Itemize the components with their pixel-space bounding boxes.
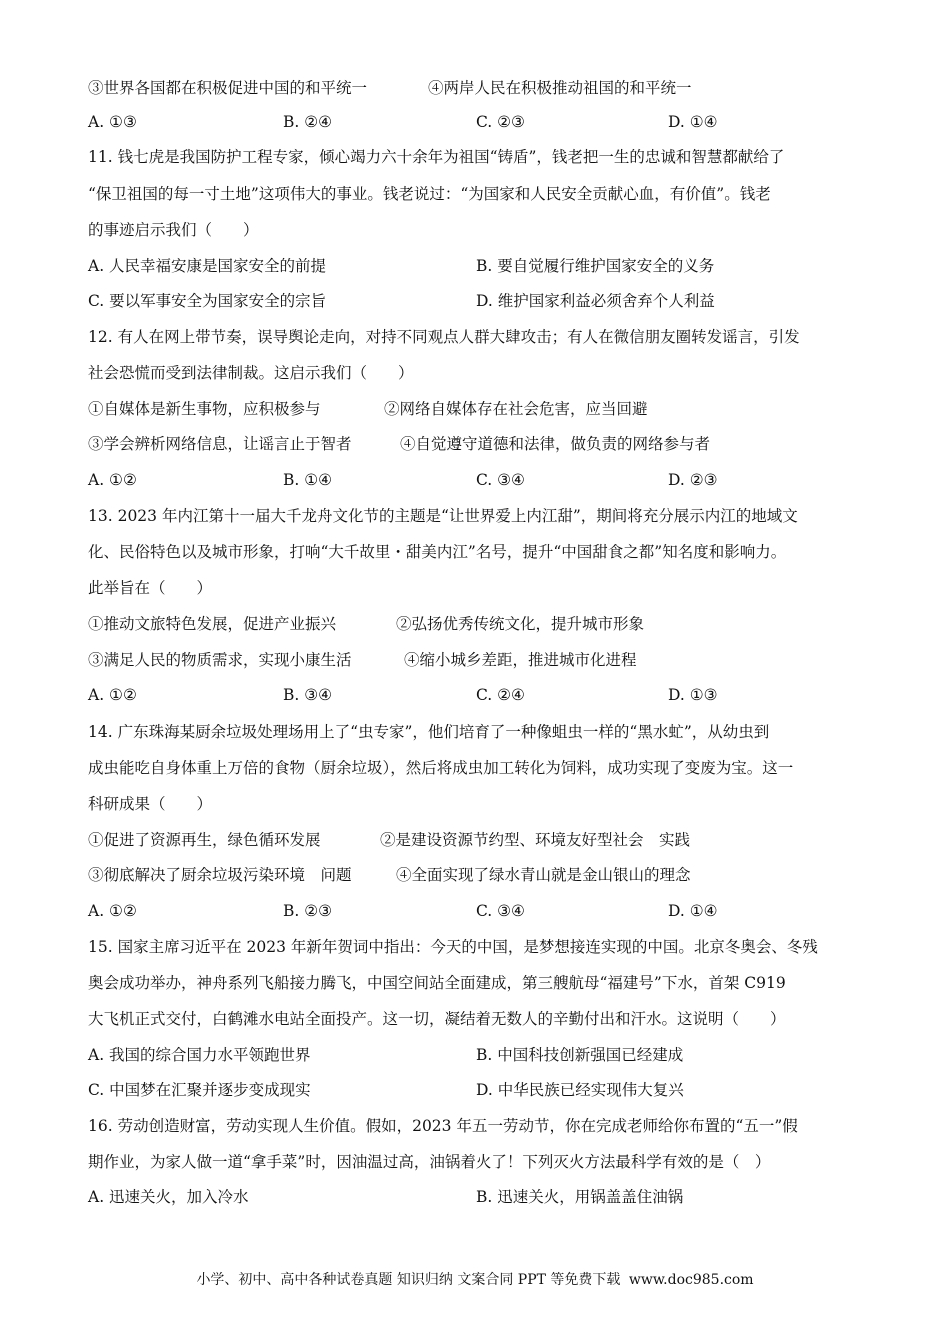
statement: ④缩小城乡差距，推进城市化进程 — [404, 651, 637, 669]
option-row — [88, 1045, 868, 1065]
option-row — [88, 1187, 868, 1207]
question-13-text: 13. 2023 年内江第十一届大千龙舟文化节的主题是“让世界爱上内江甜”，期间将充分展示内江的地域文 — [88, 507, 798, 525]
option-d[interactable]: D. ①④ — [668, 113, 718, 131]
footer-text: 小学、初中、高中各种试卷真题 知识归纳 文案合同 PPT 等免费下载 — [196, 1272, 621, 1288]
option-d[interactable]: D. ①③ — [668, 686, 718, 704]
statement-row — [88, 399, 868, 419]
option-row — [88, 256, 868, 276]
option-row — [88, 901, 868, 921]
footer-link[interactable]: www.doc985.com — [628, 1272, 754, 1288]
option-row — [88, 685, 868, 705]
option-row — [88, 470, 868, 490]
option-a[interactable]: A. 迅速关火，加入冷水 — [88, 1188, 249, 1206]
option-b[interactable]: B. 要自觉履行维护国家安全的义务 — [476, 257, 715, 275]
statement: ①自媒体是新生事物，应积极参与 — [88, 400, 321, 418]
question-14-text: 科研成果（ ） — [88, 795, 213, 813]
statement-row — [88, 865, 868, 885]
question-15-text: 大飞机正式交付，白鹤滩水电站全面投产。这一切，凝结着无数人的辛勤付出和汗水。这说明（ ） — [88, 1010, 786, 1028]
question-11-text: 11. 钱七虎是我国防护工程专家，倾心竭力六十余年为祖国“铸盾”，钱老把一生的忠诚和智慧都献给了 — [88, 148, 785, 166]
question-12-text: 社会恐慌而受到法律制裁。这启示我们（ ） — [88, 364, 414, 382]
statement: ②是建设资源节约型、环境友好型社会 实践 — [380, 831, 691, 849]
statement: ①推动文旅特色发展，促进产业振兴 — [88, 615, 337, 633]
option-b[interactable]: B. ②③ — [283, 902, 333, 920]
statement-row — [88, 650, 868, 670]
statement: ②网络自媒体存在社会危害，应当回避 — [384, 400, 648, 418]
question-14-text: 成虫能吃自身体重上万倍的食物（厨余垃圾），然后将成虫加工转化为饲料，成功实现了变废为宝。这一 — [88, 759, 794, 777]
option-a[interactable]: A. ①② — [88, 686, 137, 704]
option-d[interactable]: D. ①④ — [668, 902, 718, 920]
option-b[interactable]: B. ①④ — [283, 471, 333, 489]
option-a[interactable]: A. ①② — [88, 902, 137, 920]
question-16-text: 期作业，为家人做一道“拿手菜”时，因油温过高，油锅着火了！下列灭火方法最科学有效的是（ ） — [88, 1153, 771, 1171]
question-13-text: 此举旨在（ ） — [88, 579, 213, 597]
option-a[interactable]: A. 我国的综合国力水平领跑世界 — [88, 1046, 311, 1064]
option-b[interactable]: B. 中国科技创新强国已经建成 — [476, 1046, 684, 1064]
statement-row — [88, 614, 868, 634]
statement: ③满足人民的物质需求，实现小康生活 — [88, 651, 352, 669]
option-c[interactable]: C. 中国梦在汇聚并逐步变成现实 — [88, 1081, 311, 1099]
option-a[interactable]: A. ①③ — [88, 113, 137, 131]
option-c[interactable]: C. 要以军事安全为国家安全的宗旨 — [88, 292, 327, 310]
option-c[interactable]: C. ②③ — [476, 113, 525, 131]
option-d[interactable]: D. ②③ — [668, 471, 718, 489]
statement-row — [88, 830, 868, 850]
statement-row — [88, 434, 868, 454]
option-d[interactable]: D. 维护国家利益必须舍弃个人利益 — [476, 292, 715, 310]
option-b[interactable]: B. ③④ — [283, 686, 333, 704]
question-11-text: 的事迹启示我们（ ） — [88, 221, 259, 239]
statement: ④两岸人民在积极推动祖国的和平统一 — [428, 79, 692, 97]
statement: ③世界各国都在积极促进中国的和平统一 — [88, 79, 368, 97]
option-row — [88, 291, 868, 311]
statement: ④全面实现了绿水青山就是金山银山的理念 — [396, 866, 691, 884]
question-13-text: 化、民俗特色以及城市形象，打响“大千故里・甜美内江”名号，提升“中国甜食之都”知名度和影响力。 — [88, 543, 787, 561]
option-c[interactable]: C. ③④ — [476, 902, 525, 920]
option-row — [88, 1080, 868, 1100]
question-11-text: “保卫祖国的每一寸土地”这项伟大的事业。钱老说过：“为国家和人民安全贡献心血，有价值”。钱老 — [88, 185, 771, 203]
statement: ④自觉遵守道德和法律，做负责的网络参与者 — [400, 435, 711, 453]
statement: ③彻底解决了厨余垃圾污染环境 问题 — [88, 866, 352, 884]
option-c[interactable]: C. ②④ — [476, 686, 525, 704]
option-a[interactable]: A. ①② — [88, 471, 137, 489]
question-14-text: 14. 广东珠海某厨余垃圾处理场用上了“虫专家”，他们培育了一种像蛆虫一样的“黑水虻”，从幼虫到 — [88, 723, 770, 741]
option-a[interactable]: A. 人民幸福安康是国家安全的前提 — [88, 257, 327, 275]
question-15-text: 奥会成功举办，神舟系列飞船接力腾飞，中国空间站全面建成，第三艘航母“福建号”下水，首架 C919 — [88, 974, 786, 992]
option-b[interactable]: B. 迅速关火，用锅盖盖住油锅 — [476, 1188, 684, 1206]
page-footer — [0, 1270, 950, 1290]
question-12-text: 12. 有人在网上带节奏，误导舆论走向，对持不同观点人群大肆攻击；有人在微信朋友圈转发谣言，引发 — [88, 328, 800, 346]
statement: ①促进了资源再生，绿色循环发展 — [88, 831, 321, 849]
statement-row — [88, 78, 868, 98]
option-b[interactable]: B. ②④ — [283, 113, 333, 131]
question-15-text: 15. 国家主席习近平在 2023 年新年贺词中指出：今天的中国，是梦想接连实现的中国。北京冬奥会、冬残 — [88, 938, 818, 956]
statement: ②弘扬优秀传统文化，提升城市形象 — [396, 615, 645, 633]
option-row — [88, 112, 868, 132]
option-d[interactable]: D. 中华民族已经实现伟大复兴 — [476, 1081, 684, 1099]
statement: ③学会辨析网络信息，让谣言止于智者 — [88, 435, 352, 453]
question-16-text: 16. 劳动创造财富，劳动实现人生价值。假如，2023 年五一劳动节，你在完成老师给你布置的“五一”假 — [88, 1117, 798, 1135]
option-c[interactable]: C. ③④ — [476, 471, 525, 489]
